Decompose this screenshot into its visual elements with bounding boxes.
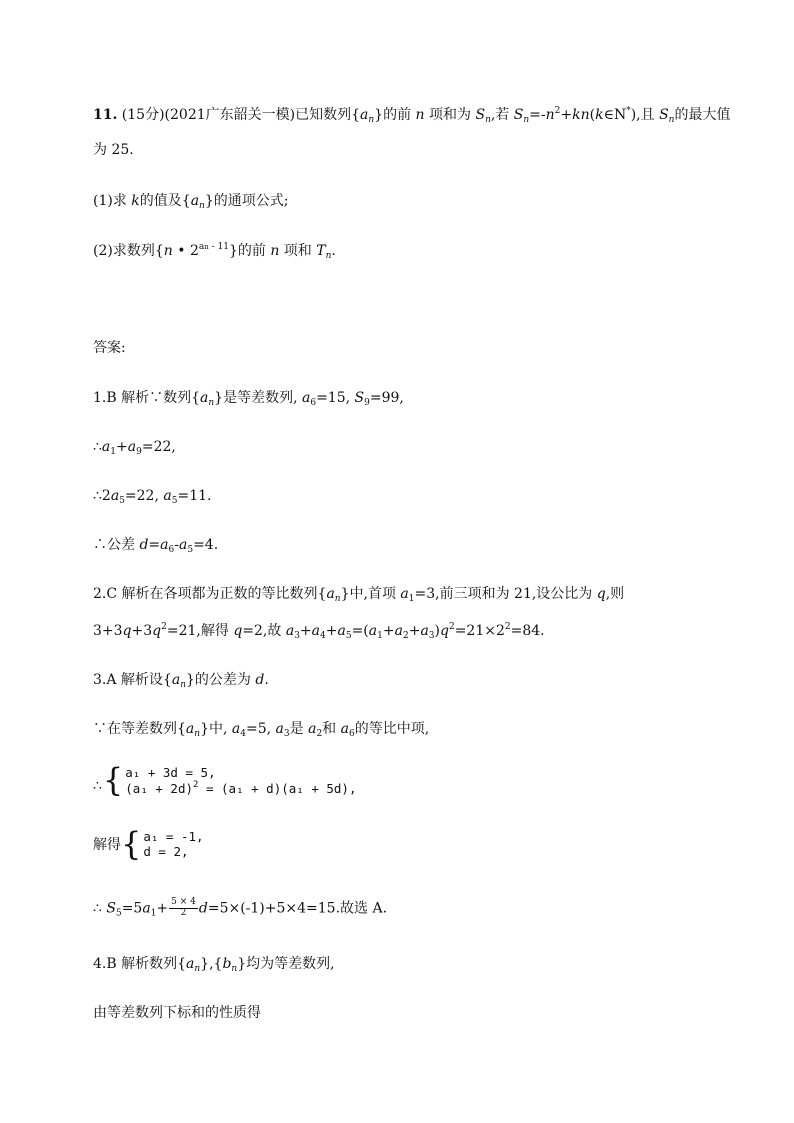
- equation-system-1: ∴ { a₁ + 3d = 5, $(a_1 + 2d)^2 = (a_1 + d)(a_1 + 5d)$,: [93, 761, 357, 799]
- q11-part2: (2)求数列{n • $2^{an - 11}$}的前 n 项和 $T_n$.: [93, 242, 336, 261]
- answer-3-line5: ∴ $S_5=5a_1+$ $\frac{5 \times 4}{2}$ d=5×(-1)+5×4=15.故选 A.: [93, 897, 388, 919]
- answer-1-line2: $\therefore a_1+a_9=22$,: [93, 439, 176, 457]
- answers-header: 答案:: [93, 340, 126, 356]
- q11-line1: 11. (15分)(2021广东韶关一模)已知数列$\{a_n\}$的前 n 项和为 $S_n$,若 $S_n=-n^2+kn(k\in N^*)$,且 $S_n$的最大值: [93, 106, 731, 125]
- left-brace: {: [102, 761, 124, 799]
- answer-1-line4: ∴公差 $d=a_6-a_5=4$.: [93, 537, 219, 555]
- answer-4-line1: 4.B 解析数列$\{a_n\},\{b_n\}$均为等差数列,: [93, 956, 335, 974]
- answer-1-line3: $\therefore 2a_5=22$, $a_5=11$.: [93, 488, 212, 506]
- answer-3-line2: ∵在等差数列$\{a_n\}$中, $a_4=5$, $a_3$是 $a_2$和 $a_6$的等比中项,: [93, 721, 430, 739]
- left-brace: {: [121, 825, 142, 863]
- question-number: 11.: [93, 107, 118, 123]
- fraction: $\frac{5 \times 4}{2}$: [171, 897, 196, 918]
- q11-part1: (1)求 k的值及$\{a_n\}$的通项公式;: [93, 193, 289, 211]
- answer-1-line1: 1.B 解析∵数列$\{a_n\}$是等差数列, $a_6=15$, $S_9=99$,: [93, 390, 404, 408]
- answer-2-line1: 2.C 解析在各项都为正数的等比数列$\{a_n\}$中,首项 $a_1=3$,前三项和为 21,设公比为 q,则: [93, 586, 625, 604]
- q11-line2: 为 25.: [93, 142, 134, 158]
- answer-4-line2: 由等差数列下标和的性质得: [93, 1005, 261, 1021]
- answer-2-line2: $3+3q+3q^2=21$,解得 q=2,故 $a_3+a_4+a_5=(a_1+a_2+a_3)q^2=21\times 2^2=84$.: [93, 622, 545, 641]
- equation-system-2: 解得 { a₁ = -1, d = 2,: [93, 825, 204, 863]
- answer-3-line1: 3.A 解析设$\{a_n\}$的公差为 d.: [93, 672, 269, 690]
